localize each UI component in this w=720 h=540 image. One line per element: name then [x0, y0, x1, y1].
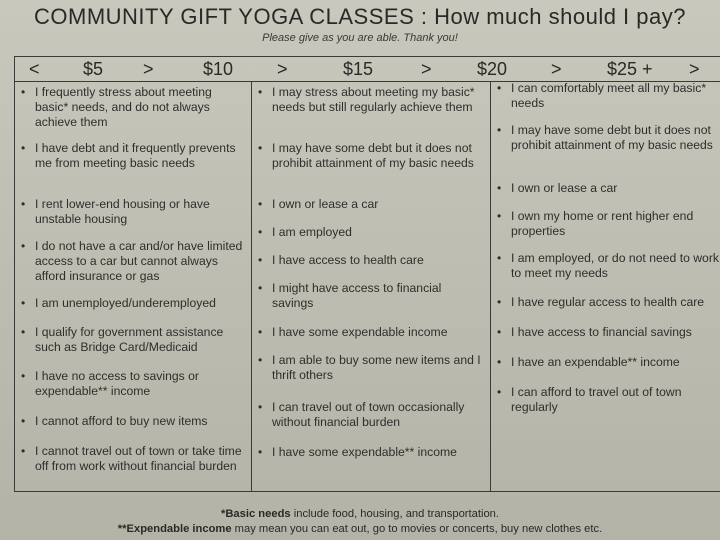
list-item: • I do not have a car and/or have limited access to a car but cannot always afford insurance or gas [21, 239, 243, 283]
list-item: • I am employed, or do not need to work to meet my needs [497, 251, 719, 280]
sliding-scale-table [14, 56, 720, 492]
price-10: $10 [203, 59, 234, 79]
list-item: • I own or lease a car [258, 197, 379, 211]
list-item: • I have access to financial savings [497, 325, 692, 339]
list-item: • I have some expendable** income [258, 445, 457, 459]
list-item: • I may stress about meeting my basic* needs but still regularly achieve them [258, 85, 475, 114]
column-mid-tier [252, 81, 491, 491]
list-item: • I am unemployed/underemployed [21, 296, 216, 310]
list-item: • I might have access to financial savings [258, 281, 442, 310]
list-item: • I can travel out of town occasionally without financial burden [258, 400, 465, 429]
list-item: • I can comfortably meet all my basic* needs [497, 81, 707, 110]
list-item: • I have some expendable income [258, 325, 448, 339]
list-item: • I may have some debt but it does not prohibit attainment of my basic needs [497, 123, 713, 152]
list-item: • I cannot travel out of town or take time off from work without financial burden [21, 444, 242, 473]
list-item: • I have access to health care [258, 253, 424, 267]
scale-arrow: > [421, 59, 432, 79]
list-item: • I am able to buy some new items and I thrift others [258, 353, 481, 382]
list-item: • I own or lease a car [497, 181, 618, 195]
list-item: • I have regular access to health care [497, 295, 705, 309]
price-5: $5 [83, 59, 104, 79]
scale-arrow: > [551, 59, 562, 79]
scale-arrow-left: < [29, 59, 40, 79]
column-high-tier [491, 81, 720, 491]
page-title: COMMUNITY GIFT YOGA CLASSES : How much should I pay? [34, 4, 686, 29]
scale-arrow: > [277, 59, 288, 79]
list-item: • I own my home or rent higher end properties [497, 209, 694, 238]
list-item: • I am employed [258, 225, 352, 239]
list-item: • I have no access to savings or expendable** income [21, 369, 199, 398]
footnote-basic-needs: *Basic needs include food, housing, and transportation. [220, 508, 499, 520]
list-item: • I qualify for government assistance such as Bridge Card/Medicaid [21, 325, 224, 354]
column-low-tier [15, 81, 252, 491]
list-item: • I frequently stress about meeting basic* needs, and do not always achieve them [21, 85, 212, 129]
list-item: • I have debt and it frequently prevents me from meeting basic needs [21, 141, 236, 170]
price-scale-header [15, 57, 720, 82]
footnote-expendable-income: **Expendable income may mean you can eat out, go to movies or concerts, buy new clothes etc. [117, 523, 603, 535]
list-item: • I may have some debt but it does not prohibit attainment of my basic needs [258, 141, 474, 170]
list-item: • I rent lower-end housing or have unstable housing [21, 197, 210, 226]
price-20: $20 [477, 59, 508, 79]
price-15: $15 [343, 59, 374, 79]
price-25-plus: $25 + [607, 59, 653, 79]
scale-arrow-right: > [689, 59, 700, 79]
list-item: • I have an expendable** income [497, 355, 680, 369]
list-item: • I can afford to travel out of town regularly [497, 385, 682, 414]
list-item: • I cannot afford to buy new items [21, 414, 208, 428]
page-subtitle: Please give as you are able. Thank you! [262, 32, 458, 44]
scale-arrow: > [143, 59, 154, 79]
